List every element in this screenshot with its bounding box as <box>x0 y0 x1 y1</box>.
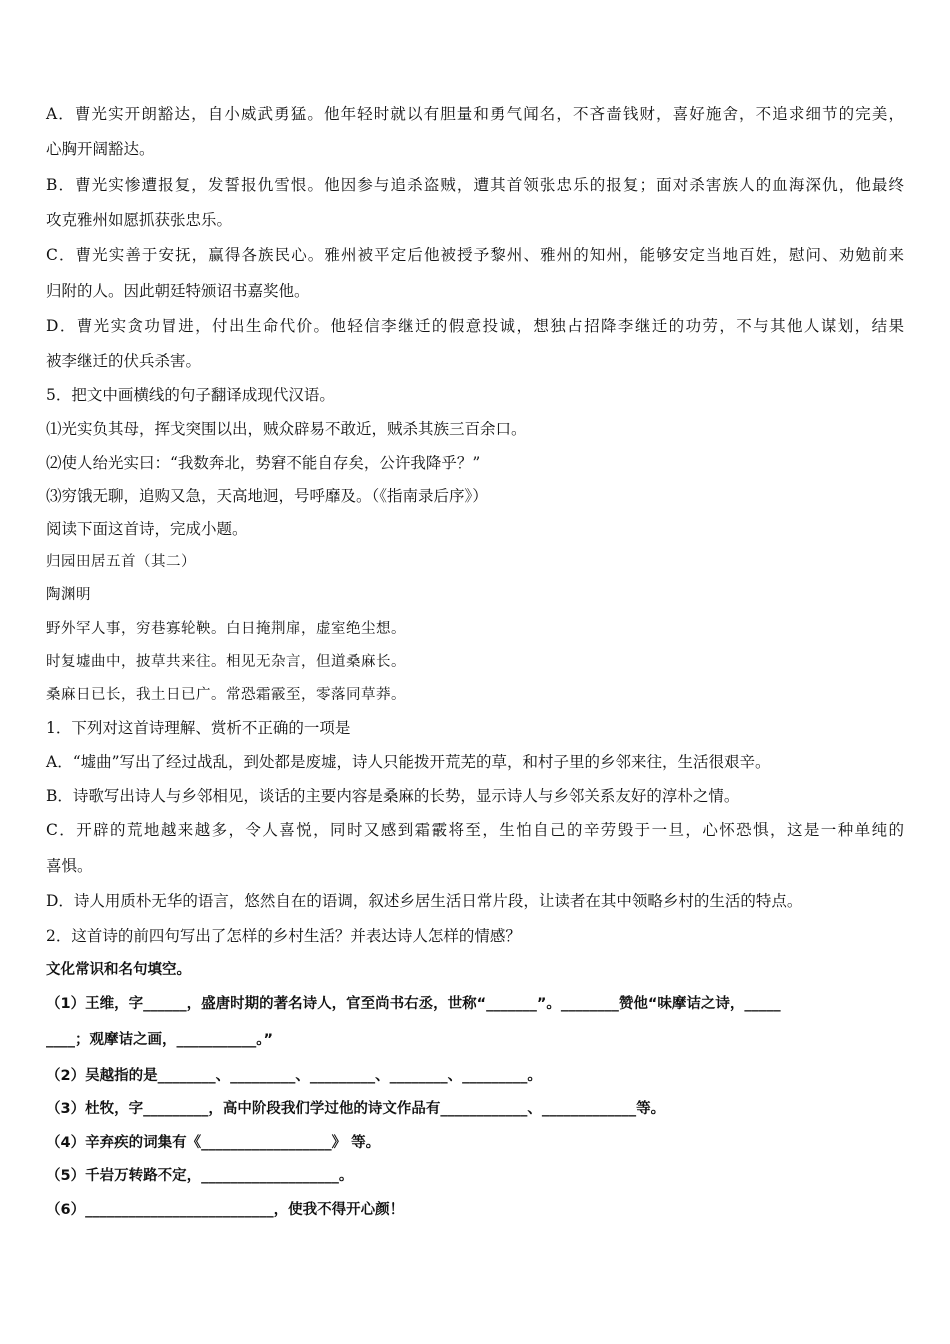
fill-item-2: （2）吴越指的是________、_________、_________、________、_________。 <box>46 1068 542 1084</box>
poem-title: 归园田居五首（其二） <box>46 554 196 570</box>
poem-q1-option-c-line2: 喜惧。 <box>46 857 93 875</box>
option-a-line2: 心胸开阔豁达。 <box>46 140 155 158</box>
poem-question-1: 1．下列对这首诗理解、赏析不正确的一项是 <box>46 719 351 737</box>
option-b-line2: 攻克雅州如愿抓获张忠乐。 <box>46 211 233 229</box>
fill-item-6: （6）__________________________，使我不得开心颜！ <box>46 1202 405 1218</box>
fill-item-4: （4）辛弃疾的词集有《__________________》 等。 <box>46 1135 381 1151</box>
option-c-line2: 归附的人。因此朝廷特颁诏书嘉奖他。 <box>46 282 310 300</box>
q5-item-2: ⑵使人绐光实曰：“我数奔北，势窘不能自存矣，公许我降乎？” <box>46 454 481 472</box>
option-b-line1: B．曹光实惨遭报复，发誓报仇雪恨。他因参与追杀盗贼，遭其首领张忠乐的报复；面对杀害族人的血海深仇，他最终 <box>46 176 904 194</box>
poem-q1-option-d: D．诗人用质朴无华的语言，悠然自在的语调，叙述乡居生活日常片段，让读者在其中领略乡村的生活的特点。 <box>46 892 803 910</box>
option-c-line1: C．曹光实善于安抚，赢得各族民心。雅州被平定后他被授予黎州、雅州的知州，能够安定当地百姓，慰问、劝勉前来 <box>46 246 904 264</box>
q5-item-3: ⑶穷饿无聊，追购又急，天高地迥，号呼靡及。（《指南录后序》） <box>46 487 488 505</box>
poem-line-1: 野外罕人事，穷巷寡轮鞅。白日掩荆扉，虚室绝尘想。 <box>46 621 406 637</box>
poem-line-3: 桑麻日已长，我土日已广。常恐霜霰至，零落同草莽。 <box>46 687 406 703</box>
question-5: 5．把文中画横线的句子翻译成现代汉语。 <box>46 386 335 404</box>
poem-q1-option-b: B．诗歌写出诗人与乡邻相见，谈话的主要内容是桑麻的长势，显示诗人与乡邻关系友好的淳朴之情。 <box>46 787 740 805</box>
option-d-line1: D．曹光实贪功冒进，付出生命代价。他轻信李继迁的假意投诚，想独占招降李继迁的功劳，不与其他人谋划，结果 <box>46 317 904 335</box>
fill-section-heading: 文化常识和名句填空。 <box>46 962 191 978</box>
poem-q1-option-a: A．“墟曲”写出了经过战乱，到处都是废墟，诗人只能拨开荒芜的草，和村子里的乡邻来往，生活很艰辛。 <box>46 753 771 771</box>
fill-item-1-line2: ____；观摩诘之画，___________。” <box>46 1032 274 1048</box>
poem-intro: 阅读下面这首诗，完成小题。 <box>46 520 248 538</box>
fill-item-1-line1: （1）王维，字______，盛唐时期的著名诗人，官至尚书右丞，世称“_______”。________赞他“味摩诘之诗，_____ <box>46 996 781 1012</box>
fill-item-5: （5）千岩万转路不定，___________________。 <box>46 1168 354 1184</box>
q5-item-1: ⑴光实负其母，挥戈突围以出，贼众辟易不敢近，贼杀其族三百余口。 <box>46 420 527 438</box>
option-a-line1: A．曹光实开朗豁达，自小威武勇猛。他年轻时就以有胆量和勇气闻名，不吝啬钱财，喜好施舍，不追求细节的完美， <box>46 105 904 123</box>
fill-item-3: （3）杜牧，字_________，高中阶段我们学过他的诗文作品有____________、_____________等。 <box>46 1101 666 1117</box>
poem-line-2: 时复墟曲中，披草共来往。相见无杂言，但道桑麻长。 <box>46 654 406 670</box>
poem-author: 陶渊明 <box>46 587 91 603</box>
option-d-line2: 被李继迁的伏兵杀害。 <box>46 352 202 370</box>
poem-question-2: 2．这首诗的前四句写出了怎样的乡村生活？并表达诗人怎样的情感？ <box>46 927 521 945</box>
poem-q1-option-c-line1: C．开辟的荒地越来越多，令人喜悦，同时又感到霜霰将至，生怕自己的辛劳毁于一旦，心怀恐惧，这是一种单纯的 <box>46 821 904 839</box>
